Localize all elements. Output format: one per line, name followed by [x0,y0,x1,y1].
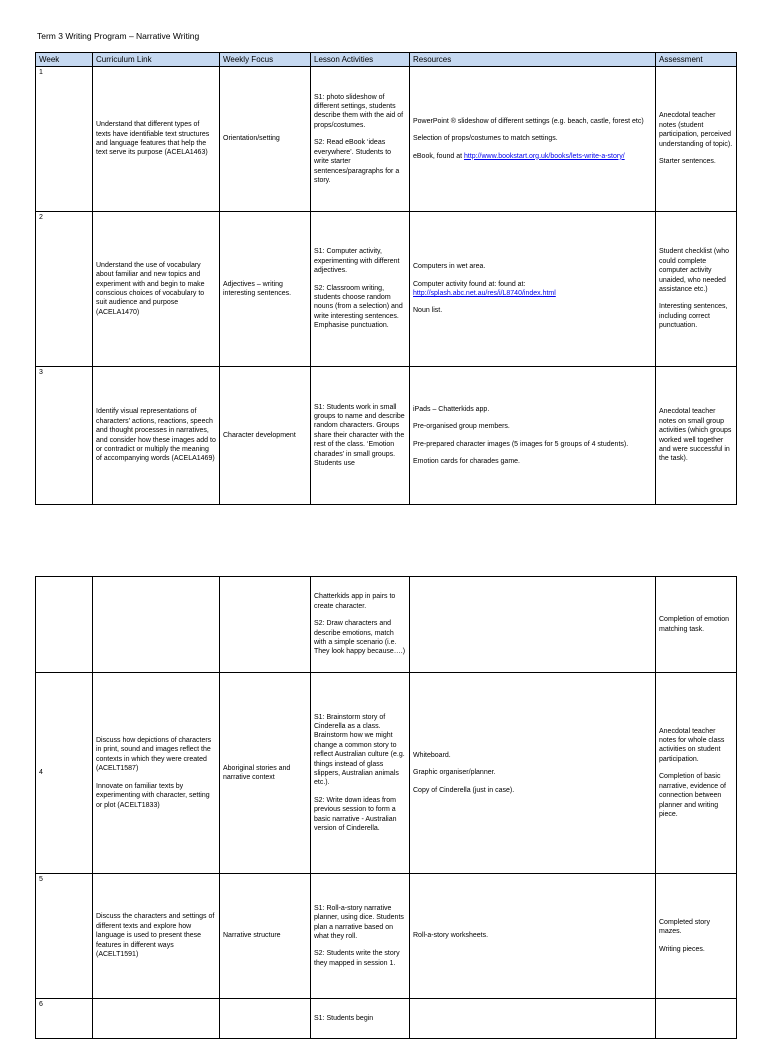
lesson-activities-text: S1: Students work in small groups to name and describe random characters. Groups share their character with the rest of the class. ‘Emotion charades’ in small groups. Students use [314,403,405,468]
week-number [36,67,93,212]
lesson-activities-text: S2: Draw characters and describe emotions, match with a simple scenario (i.e. They look happy because….) [314,620,406,656]
header-assessment: Assessment [656,53,737,67]
week-row [36,673,737,874]
curriculum-link [93,67,220,212]
weekly-focus [220,367,311,505]
weekly-focus [220,874,311,999]
resources-text: Roll-a-story worksheets. [413,932,489,940]
resources-link-line [413,280,652,299]
assessment-text: Student checklist (who could complete computer activity unaided, who needed assistance etc.) [659,248,730,293]
curriculum-link [93,673,220,874]
curriculum-link [93,367,220,505]
resources-text: Selection of props/costumes to match settings. [413,135,558,143]
weekly-focus-text: Orientation/setting [223,135,280,143]
resources-text: Graphic organiser/planner. [413,769,496,777]
curriculum-link [93,577,220,673]
resources-text: Pre-prepared character images (5 images for 5 groups of 4 students). [413,440,629,448]
lesson-activities-text: S2: Write down ideas from previous session to form a basic narrative - Australian version of Cinderella. [314,796,397,833]
resources-text: Pre-organised group members. [413,423,510,431]
assessment [656,367,737,505]
resources [410,874,656,999]
week-row [36,999,737,1039]
assessment [656,67,737,212]
resources [410,367,656,505]
week-number [36,999,93,1039]
week-row [36,367,737,505]
lesson-activities-text: S2: Read eBook ‘ideas everywhere’. Students to write starter sentences/paragraphs for a story. [314,139,400,184]
week-number-text: 5 [39,876,43,883]
weekly-focus [220,212,311,367]
curriculum-link-text: Discuss the characters and settings of different texts and explore how language is used to present these features in different ways (ACELT1591) [96,913,215,959]
week-row [36,212,737,367]
curriculum-link-text: Understand the use of vocabulary about familiar and new topics and experiment with and begin to make conscious choices of vocabulary to suit audience and purpose (ACELA1470) [96,261,205,316]
assessment [656,212,737,367]
assessment-text: Writing pieces. [659,945,705,953]
curriculum-link-text: Discuss how depictions of characters in print, sound and images reflect the contexts in which they were created (ACELT1587) [96,737,212,773]
header-lesson-activities: Lesson Activities [311,53,410,67]
resources-text: iPads – Chatterkids app. [413,405,490,413]
lesson-activities [311,67,410,212]
resources [410,67,656,212]
lesson-activities [311,673,410,874]
header-curriculum-link: Curriculum Link [93,53,220,67]
curriculum-link-text: Innovate on familiar texts by experimenting with character, setting or plot (ACELT1833) [96,782,210,809]
weekly-focus [220,67,311,212]
lesson-activities [311,212,410,367]
lesson-activities [311,874,410,999]
lesson-activities-text: S1: photo slideshow of different settings, students describe them with the aid of props/costumes. [314,93,404,129]
week-number [36,874,93,999]
header-resources: Resources [410,53,656,67]
lesson-activities-text: S2: Students write the story they mapped in session 1. [314,950,400,967]
resources [410,212,656,367]
week-number [36,212,93,367]
week-number-text: 3 [39,369,43,376]
assessment-text: Anecdotal teacher notes (student participation, perceived understanding of topic). [659,112,733,148]
resources [410,577,656,673]
week-number [36,367,93,505]
lesson-activities-text: S1: Brainstorm story of Cinderella as a class. Brainstorm how we might change a common story to reflect Australian culture (e.g. things instead of glass slippers, Australian animals etc.). [314,713,405,787]
week-number-text: 1 [39,69,43,76]
resource-link[interactable]: http://splash.abc.net.au/res/i/L8740/index.html [413,290,556,297]
resources-text: Whiteboard. [413,751,451,759]
assessment-text: Anecdotal teacher notes on small group activities (which groups worked well together and were successful in the task). [659,408,732,463]
header-row [36,53,737,67]
week-number-text: 2 [39,214,43,221]
header-week: Week [36,53,93,67]
assessment-text: Interesting sentences, including correct punctuation. [659,303,728,330]
assessment-text: Completion of basic narrative, evidence of connection between planner and writing piece. [659,773,726,818]
resources-link-prefix: eBook, found at [413,152,464,160]
curriculum-link-text: Understand that different types of texts have identifiable text structures and language features that help the text serve its purpose (ACELA1463) [96,121,210,157]
resources-text: Noun list. [413,307,443,315]
weekly-focus-text: Aboriginal stories and narrative context [223,764,291,781]
lesson-activities-text: S1: Computer activity, experimenting with different adjectives. [314,248,400,275]
curriculum-link-text: Identify visual representations of characters’ actions, reactions, speech and thought processes in narratives, and consider how these images add to or contradict or multiply the meaning of accompanying words (ACELA1469) [96,408,216,463]
weekly-focus [220,673,311,874]
week-number [36,577,93,673]
lesson-activities-text: S2: Classroom writing, students choose random nouns (from a selection) and write interesting sentences. Emphasise punctuation. [314,284,403,330]
assessment-text: Starter sentences. [659,158,716,166]
assessment [656,673,737,874]
assessment-text: Completed story mazes. [659,918,710,936]
resources-text: Computers in wet area. [413,263,486,271]
lesson-activities-text: Chatterkids app in pairs to create character. [314,593,396,610]
lesson-activities-text: S1: Roll-a-story narrative planner, using dice. Students plan a narrative based on what they roll. [314,904,404,940]
weekly-focus-text: Adjectives – writing interesting sentences. [223,280,292,297]
curriculum-link [93,874,220,999]
resources-text: Copy of Cinderella (just in case). [413,786,515,794]
assessment-text: Completion of emotion matching task. [659,616,730,633]
resources [410,999,656,1039]
week-row [36,577,737,673]
resources-link-line [413,152,652,161]
curriculum-link [93,999,220,1039]
assessment [656,577,737,673]
week-number [36,673,93,874]
assessment [656,874,737,999]
weekly-focus [220,577,311,673]
resources [410,673,656,874]
resources-text: PowerPoint ® slideshow of different settings (e.g. beach, castle, forest etc) [413,117,644,125]
lesson-activities [311,999,410,1039]
lesson-activities-text: S1: Students begin [314,1014,374,1022]
program-table-page-1 [35,52,737,505]
week-number-text: 6 [39,1001,43,1008]
lesson-activities [311,367,410,505]
assessment [656,999,737,1039]
document-title: Term 3 Writing Program – Narrative Writing [37,31,200,41]
week-row [36,874,737,999]
week-number-text: 4 [39,769,43,777]
resources-link-prefix: Computer activity found at: found at: [413,280,526,288]
header-weekly-focus: Weekly Focus [220,53,311,67]
weekly-focus-text: Character development [223,431,296,439]
resource-link[interactable]: http://www.bookstart.org.uk/books/lets-write-a-story/ [463,152,625,160]
weekly-focus [220,999,311,1039]
lesson-activities [311,577,410,673]
assessment-text: Anecdotal teacher notes for whole class activities on student participation. [659,727,725,763]
week-row [36,67,737,212]
resources-text: Emotion cards for charades game. [413,457,520,465]
program-table-page-2 [35,576,737,1039]
curriculum-link [93,212,220,367]
weekly-focus-text: Narrative structure [223,932,281,940]
